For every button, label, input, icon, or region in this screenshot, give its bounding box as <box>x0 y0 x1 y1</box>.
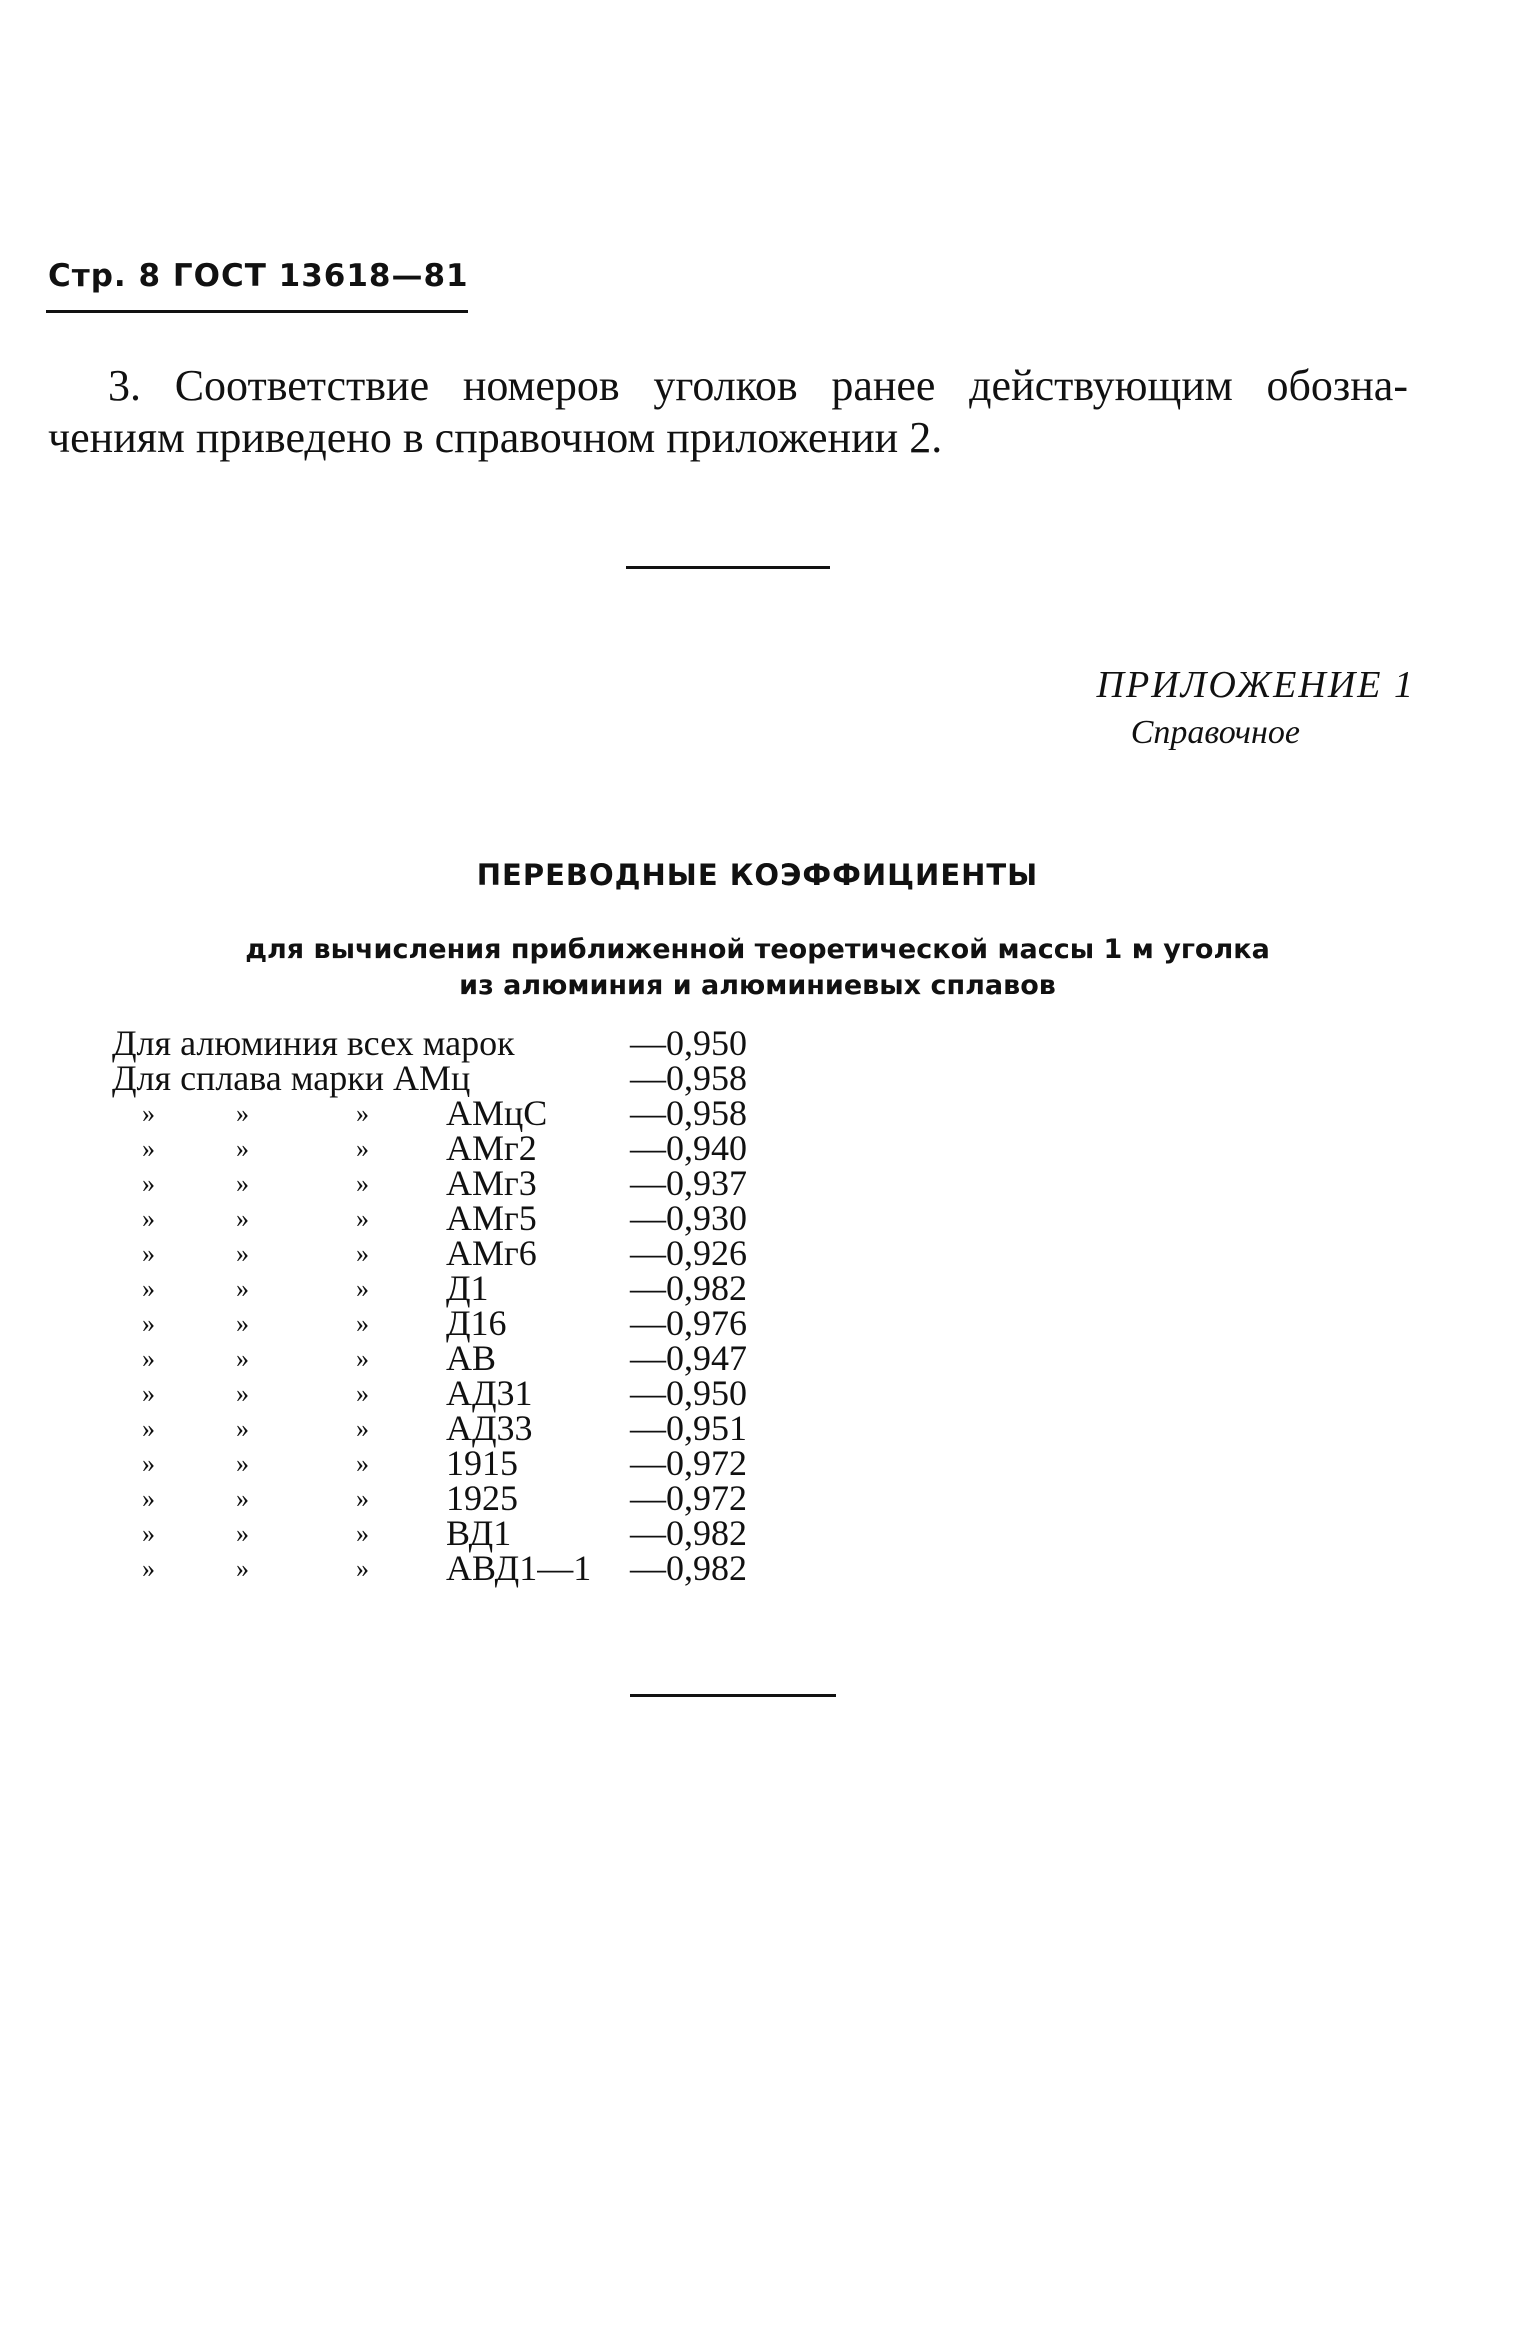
ditto-mark: » <box>236 1554 249 1583</box>
ditto-mark: » <box>236 1414 249 1443</box>
ditto-mark: » <box>142 1274 155 1303</box>
appendix-heading <box>1097 660 1415 756</box>
ditto-mark: » <box>236 1449 249 1478</box>
ditto-mark: » <box>236 1484 249 1513</box>
row-label: Для алюминия всех марок <box>112 1023 515 1063</box>
ditto-mark: » <box>142 1344 155 1373</box>
ditto-mark: » <box>142 1239 155 1268</box>
ditto-mark: » <box>142 1414 155 1443</box>
alloy-grade: Д1 <box>446 1268 489 1308</box>
ditto-mark: » <box>236 1099 249 1128</box>
row-label: Для сплава марки АМц <box>112 1058 471 1098</box>
coefficient-value: —0,958 <box>630 1093 747 1133</box>
alloy-grade: АД31 <box>446 1373 533 1413</box>
table-title: ПЕРЕВОДНЫЕ КОЭФФИЦИЕНТЫ <box>476 858 1039 892</box>
body-paragraph: 3. Соответствие номеров уголков ранее действующим обозна- чениям приведено в справочном приложении 2. <box>48 361 1408 462</box>
coefficient-value: —0,972 <box>630 1443 747 1483</box>
ditto-mark: » <box>236 1274 249 1303</box>
header-rule <box>46 310 468 313</box>
ditto-mark: » <box>356 1239 369 1268</box>
table-subtitle <box>0 932 1515 1004</box>
ditto-mark: » <box>142 1309 155 1338</box>
ditto-mark: » <box>356 1204 369 1233</box>
ditto-mark: » <box>142 1519 155 1548</box>
running-head: Стр. 8 ГОСТ 13618—81 <box>48 258 469 294</box>
coefficient-value: —0,958 <box>630 1058 747 1098</box>
table-subtitle-line-1: для вычисления приближенной теоретической массы 1 м уголка <box>245 934 1270 965</box>
section-divider <box>626 566 830 569</box>
ditto-mark: » <box>142 1554 155 1583</box>
ditto-mark: » <box>356 1554 369 1583</box>
alloy-grade: АМг2 <box>446 1128 537 1168</box>
ditto-mark: » <box>356 1344 369 1373</box>
ditto-mark: » <box>356 1309 369 1338</box>
coefficient-value: —0,950 <box>630 1023 747 1063</box>
ditto-mark: » <box>236 1309 249 1338</box>
ditto-mark: » <box>142 1169 155 1198</box>
ditto-mark: » <box>142 1099 155 1128</box>
ditto-mark: » <box>142 1484 155 1513</box>
coefficient-value: —0,937 <box>630 1163 747 1203</box>
alloy-grade: Д16 <box>446 1303 507 1343</box>
coefficient-value: —0,926 <box>630 1233 747 1273</box>
alloy-grade: ВД1 <box>446 1513 512 1553</box>
ditto-mark: » <box>236 1379 249 1408</box>
alloy-grade: АМг3 <box>446 1163 537 1203</box>
ditto-mark: » <box>142 1379 155 1408</box>
ditto-mark: » <box>236 1239 249 1268</box>
alloy-grade: 1925 <box>446 1478 518 1518</box>
coefficient-value: —0,940 <box>630 1128 747 1168</box>
ditto-mark: » <box>142 1204 155 1233</box>
ditto-mark: » <box>356 1274 369 1303</box>
alloy-grade: АВД1—1 <box>446 1548 592 1588</box>
ditto-mark: » <box>236 1344 249 1373</box>
coefficient-value: —0,947 <box>630 1338 747 1378</box>
appendix-type: Справочное <box>1130 714 1300 751</box>
ditto-mark: » <box>356 1379 369 1408</box>
ditto-mark: » <box>356 1134 369 1163</box>
ditto-mark: » <box>142 1134 155 1163</box>
alloy-grade: АМг6 <box>446 1233 537 1273</box>
alloy-grade: 1915 <box>446 1443 518 1483</box>
appendix-label: ПРИЛОЖЕНИЕ 1 <box>1096 664 1415 706</box>
section-divider <box>630 1694 836 1697</box>
ditto-mark: » <box>236 1519 249 1548</box>
coefficient-value: —0,951 <box>630 1408 747 1448</box>
alloy-grade: АД33 <box>446 1408 533 1448</box>
coefficient-value: —0,982 <box>630 1548 747 1588</box>
ditto-mark: » <box>356 1414 369 1443</box>
ditto-mark: » <box>356 1449 369 1478</box>
coefficient-value: —0,950 <box>630 1373 747 1413</box>
ditto-mark: » <box>356 1519 369 1548</box>
ditto-mark: » <box>356 1484 369 1513</box>
ditto-mark: » <box>236 1169 249 1198</box>
coefficient-value: —0,972 <box>630 1478 747 1518</box>
alloy-grade: АМцС <box>446 1093 548 1133</box>
coefficient-value: —0,982 <box>630 1268 747 1308</box>
ditto-mark: » <box>236 1134 249 1163</box>
ditto-mark: » <box>356 1169 369 1198</box>
coefficient-value: —0,976 <box>630 1303 747 1343</box>
coefficient-value: —0,930 <box>630 1198 747 1238</box>
alloy-grade: АМг5 <box>446 1198 537 1238</box>
coefficient-value: —0,982 <box>630 1513 747 1553</box>
alloy-grade: АВ <box>446 1338 497 1378</box>
ditto-mark: » <box>236 1204 249 1233</box>
table-subtitle-line-2: из алюминия и алюминиевых сплавов <box>459 970 1056 1001</box>
ditto-mark: » <box>142 1449 155 1478</box>
ditto-mark: » <box>356 1099 369 1128</box>
